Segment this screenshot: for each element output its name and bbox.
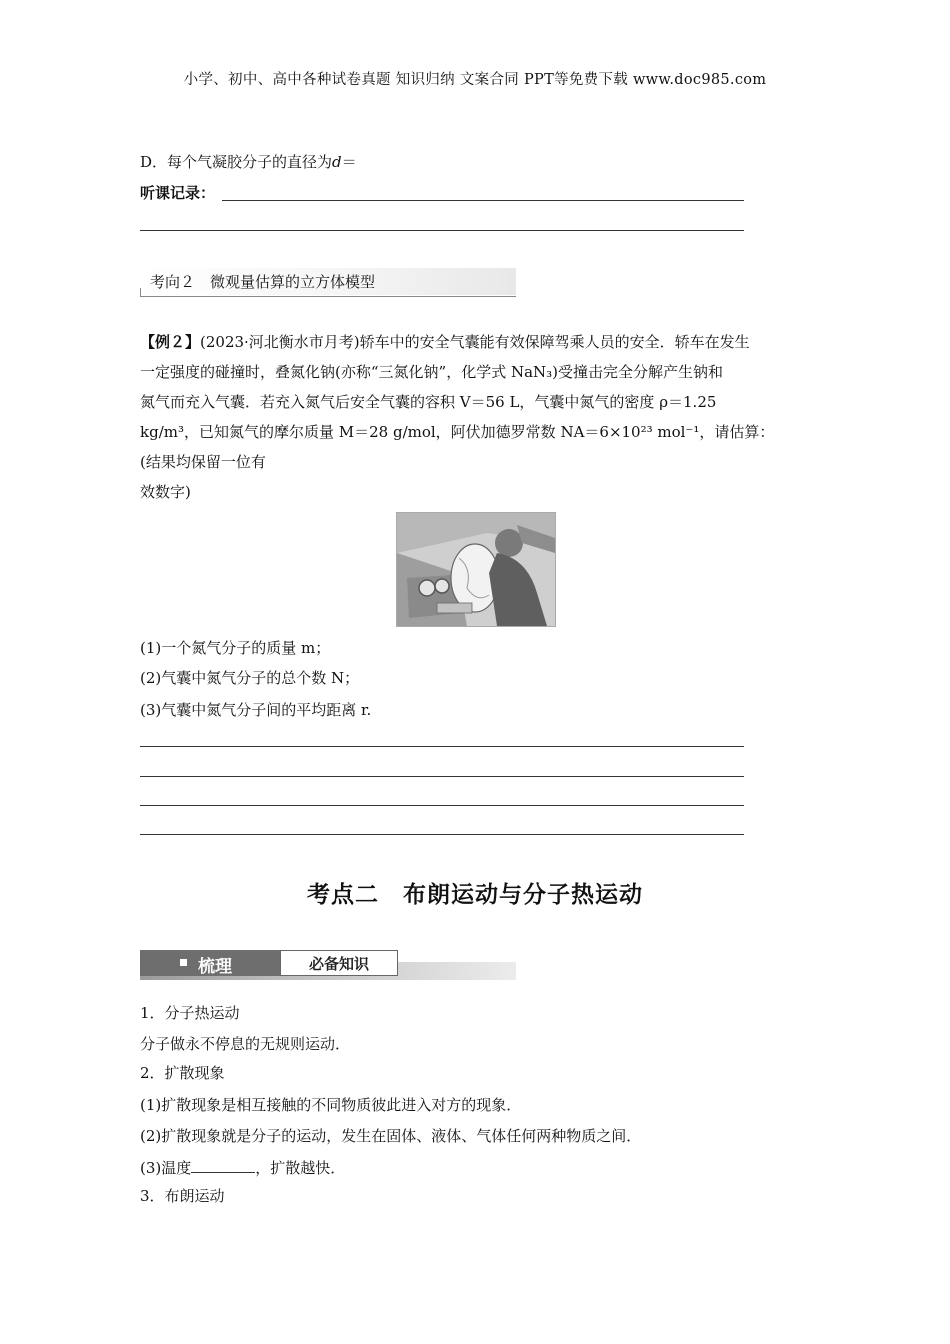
example-line-5: (结果均保留一位有 bbox=[140, 453, 266, 471]
option-d-var: d bbox=[332, 153, 342, 171]
question-2: (2)气囊中氮气分子的总个数 N； bbox=[140, 669, 360, 687]
question-1: (1)一个氮气分子的质量 m； bbox=[140, 639, 331, 657]
example-line-2: 一定强度的碰撞时，叠氮化钠(亦称“三氮化钠”，化学式 NaN₃)受撞击完全分解产生钠和 bbox=[140, 363, 724, 381]
square-bullet-icon bbox=[180, 959, 187, 966]
paragraph-3: (2)扩散现象就是分子的运动，发生在固体、液体、气体任何两种物质之间． bbox=[140, 1127, 642, 1145]
airbag-image-svg bbox=[397, 513, 555, 626]
example-tag: 【例２】 bbox=[140, 333, 201, 351]
answer-rule-1 bbox=[140, 746, 744, 747]
paragraph-4-after: ，扩散越快． bbox=[255, 1159, 346, 1177]
record-rule-1 bbox=[222, 200, 744, 201]
direction-underline bbox=[140, 296, 516, 297]
answer-rule-3 bbox=[140, 805, 744, 806]
direction-tick bbox=[140, 288, 141, 297]
example-line-1 bbox=[140, 332, 750, 352]
page-header: 小学、初中、高中各种试卷真题 知识归纳 文案合同 PPT等免费下载 www.doc985.com bbox=[183, 72, 767, 88]
example-line-6: 效数字) bbox=[140, 483, 191, 501]
direction-title: 考向２ 微观量估算的立方体模型 bbox=[150, 273, 376, 291]
band-dark-tab bbox=[140, 950, 280, 976]
heading-3: 3．布朗运动 bbox=[140, 1187, 225, 1205]
band-light-tab bbox=[280, 950, 398, 976]
answer-rule-4 bbox=[140, 834, 744, 835]
paragraph-2: (1)扩散现象是相互接触的不同物质彼此进入对方的现象． bbox=[140, 1096, 522, 1114]
option-d-text: D．每个气凝胶分子的直径为 bbox=[140, 153, 333, 171]
paragraph-4-before: (3)温度 bbox=[140, 1159, 192, 1177]
paragraph-1: 分子做永不停息的无规则运动． bbox=[140, 1035, 351, 1053]
heading-1: 1．分子热运动 bbox=[140, 1004, 240, 1022]
record-rule-2 bbox=[140, 230, 744, 231]
direction-heading bbox=[140, 268, 516, 298]
example-line-3: 氮气而充入气囊．若充入氮气后安全气囊的容积 V＝56 L，气囊中氮气的密度 ρ＝1.25 bbox=[140, 393, 717, 411]
band-dark-label: 梳理 bbox=[198, 957, 232, 977]
knowledge-band bbox=[140, 950, 516, 980]
record-label: 听课记录： bbox=[140, 184, 216, 202]
example-line-4: kg/m³，已知氮气的摩尔质量 M＝28 g/mol，阿伏加德罗常数 NA＝6×10²³ mol⁻¹，请估算： bbox=[140, 423, 775, 441]
option-d-eq: ＝ bbox=[341, 153, 357, 171]
answer-rule-2 bbox=[140, 776, 744, 777]
band-light-label: 必备知识 bbox=[308, 955, 369, 973]
paragraph-4 bbox=[140, 1156, 345, 1178]
option-d bbox=[140, 152, 357, 172]
heading-2: 2．扩散现象 bbox=[140, 1064, 225, 1082]
airbag-crash-illustration bbox=[396, 512, 556, 627]
example-text-1: (2023·河北衡水市月考)轿车中的安全气囊能有效保障驾乘人员的安全．轿车在发生 bbox=[200, 333, 750, 351]
fill-in-blank[interactable] bbox=[191, 1156, 255, 1173]
question-3: (3)气囊中氮气分子间的平均距离 r. bbox=[140, 701, 372, 719]
section-title: 考点二 布朗运动与分子热运动 bbox=[307, 882, 643, 908]
